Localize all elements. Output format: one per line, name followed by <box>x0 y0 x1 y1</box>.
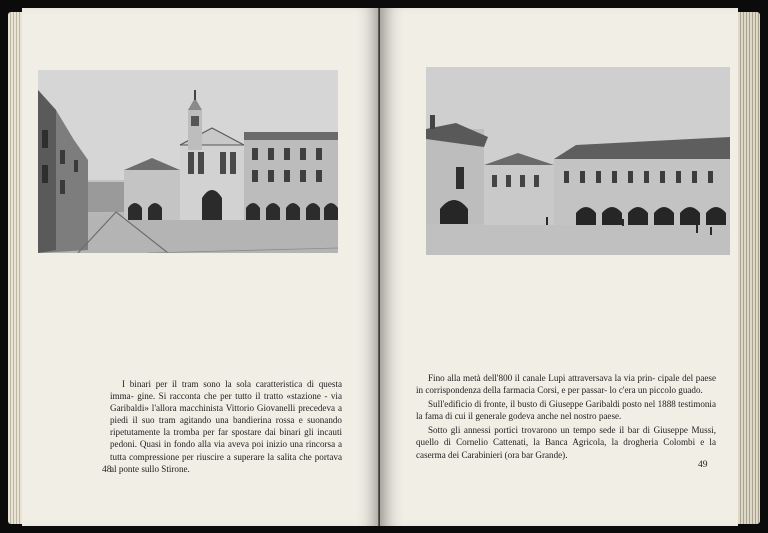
right-caption <box>416 372 716 461</box>
caption-line: cipale del paese in corrispondenza della farmacia Corsi, e per passar- <box>416 373 716 396</box>
caption-line: I binari per il tram sono la sola caratteristica di questa imma- <box>110 379 342 402</box>
caption-line: paese. <box>598 411 622 422</box>
right-page <box>380 8 738 526</box>
left-page <box>22 8 380 526</box>
caption-line: lo c'era un piccolo guado. <box>609 385 703 396</box>
caption-line: Fino alla metà dell'800 il canale Lupi attraversava la via prin- <box>428 373 656 383</box>
caption-line: Sull'edificio di fronte, il busto di Giuseppe Garibaldi posto nel <box>428 399 656 410</box>
caption-line: Sotto gli annessi portici trovarono un tempo sede il bar di <box>428 425 650 436</box>
caption-line: l'allora macchinista Vittorio Giovanelli precedeva a piedi il suo tram <box>110 403 342 426</box>
left-photo-piazza-with-church <box>38 70 338 253</box>
page-number-right: 49 <box>698 460 708 470</box>
left-caption <box>110 378 342 475</box>
right-caption-paragraph-3 <box>416 424 716 460</box>
right-caption-paragraph-1 <box>416 372 716 396</box>
caption-line: per far spostare dai binari gli incauti pedoni. Quasi in fondo alla via <box>110 427 342 450</box>
caption-line: gine. Si racconta che per tutto il tratto «stazione - via Garibaldi» <box>110 391 342 414</box>
right-caption-paragraph-2 <box>416 398 716 422</box>
caption-line: superare la salita che portava al ponte sullo Stirone. <box>110 451 342 474</box>
caption-line: drogheria Colombi e la caserma dei Carabinieri (ora bar Grande). <box>416 437 716 460</box>
caption-line: Giuseppe Mussi, quello di Cornelio Cattenati, la Banca Agricola, la <box>416 425 716 448</box>
caption-line: agitando una bandierina rossa e suonando ripetutamente la tromba <box>110 415 342 438</box>
caption-line: aveva poi inizio una rincorsa a tutta compressione per riuscire a <box>110 439 342 462</box>
right-photo-illustration <box>426 67 730 255</box>
open-book <box>8 8 760 526</box>
caption-line: 1888 testimonia la fama di cui il generale godeva anche nel nostro <box>416 399 716 422</box>
page-number-left: 48 <box>102 465 112 475</box>
left-caption-paragraph <box>110 378 342 475</box>
book-right-edge <box>738 12 760 524</box>
right-photo-porticoed-square <box>426 67 730 255</box>
left-photo-illustration <box>38 70 338 253</box>
